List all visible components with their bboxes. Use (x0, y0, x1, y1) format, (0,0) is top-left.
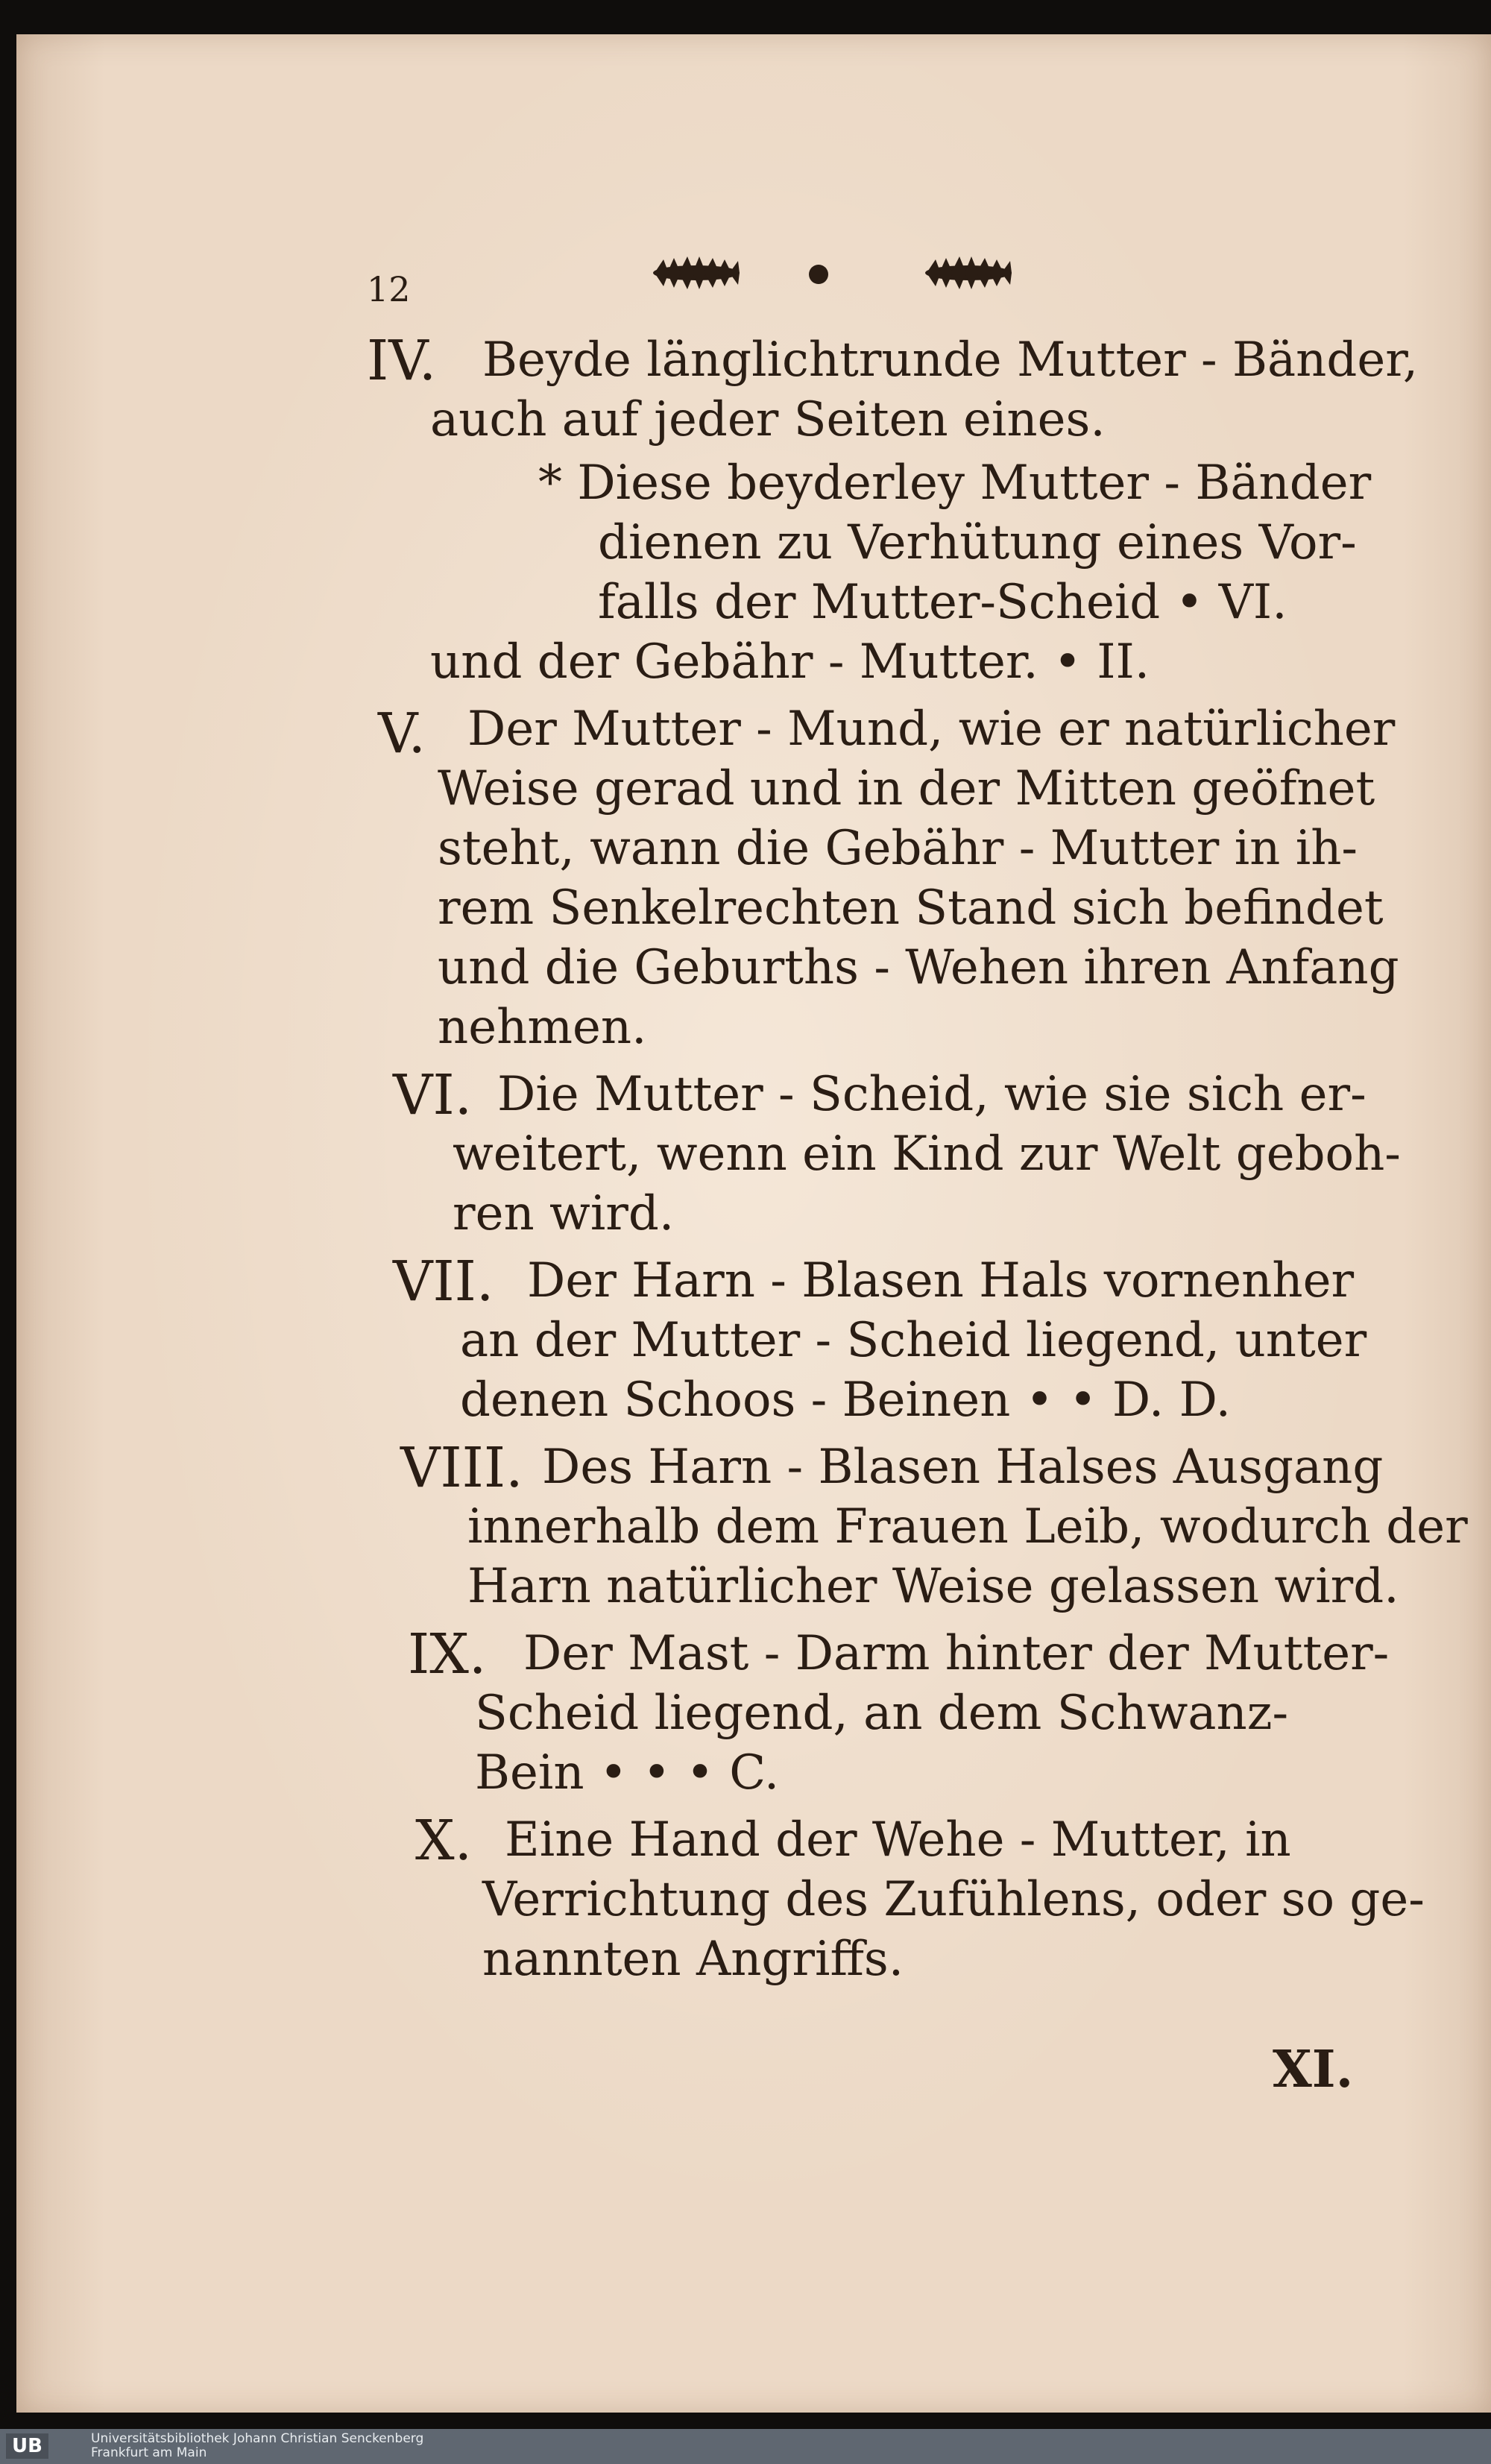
entry-line: Der Harn - Blasen Hals vornenher (527, 1253, 1355, 1308)
note-line: * Diese beyderley Mutter - Bänder (538, 456, 1372, 511)
entry-line: Beyde länglichtrunde Mutter - Bänder, (482, 333, 1419, 388)
center-dot-ornament-icon (805, 261, 832, 288)
entry-line: nehmen. (438, 1000, 647, 1055)
entry-line: Scheid liegend, an dem Schwanz- (475, 1686, 1289, 1741)
entry-line: auch auf jeder Seiten eines. (430, 392, 1106, 447)
entry-numeral: IV. (367, 329, 437, 393)
entry-line: und die Geburths - Wehen ihren Anfang (438, 940, 1399, 995)
entry-line: Die Mutter - Scheid, wie sie sich er- (497, 1067, 1367, 1122)
right-ornament-icon (922, 251, 1015, 295)
entry-numeral: V. (378, 702, 426, 766)
entry-line: Der Mast - Darm hinter der Mutter- (523, 1626, 1390, 1681)
entry-line: innerhalb dem Frauen Leib, wodurch der (467, 1499, 1468, 1554)
ub-logo: UB (6, 2433, 48, 2459)
note-line: dienen zu Verhütung eines Vor- (598, 515, 1357, 570)
entry-line: nannten Angriffs. (482, 1932, 904, 1987)
entry-numeral: X. (415, 1809, 473, 1873)
entry-line: ren wird. (453, 1186, 675, 1241)
footer-library-name: Universitätsbibliothek Johann Christian Senckenberg (91, 2431, 424, 2446)
entry-line: Weise gerad und in der Mitten geöfnet (438, 761, 1375, 816)
book-page (16, 34, 1491, 2413)
library-footer-bar (0, 2429, 1491, 2464)
entry-line: Harn natürlicher Weise gelassen wird. (467, 1559, 1399, 1614)
entry-line: Verrichtung des Zufühlens, oder so ge- (482, 1872, 1425, 1927)
entry-line: weitert, wenn ein Kind zur Welt geboh- (453, 1127, 1401, 1182)
entry-line: Der Mutter - Mund, wie er natürlicher (467, 702, 1396, 757)
entry-line: an der Mutter - Scheid liegend, unter (460, 1313, 1367, 1368)
entry-line: steht, wann die Gebähr - Mutter in ih- (438, 821, 1358, 876)
footer-library-city: Frankfurt am Main (91, 2445, 207, 2460)
entry-line: rem Senkelrechten Stand sich befindet (438, 880, 1384, 936)
page-number: 12 (367, 269, 411, 309)
entry-numeral: VI. (393, 1063, 473, 1127)
catchword: XI. (1273, 2040, 1354, 2099)
left-ornament-icon (650, 251, 743, 295)
note-line: falls der Mutter-Scheid • VI. (598, 575, 1287, 630)
note-line: und der Gebähr - Mutter. • II. (430, 634, 1150, 690)
entry-line: Des Harn - Blasen Halses Ausgang (542, 1440, 1384, 1495)
entry-line: Eine Hand der Wehe - Mutter, in (505, 1812, 1291, 1868)
entry-numeral: VII. (393, 1250, 494, 1314)
entry-line: denen Schoos - Beinen • • D. D. (460, 1373, 1231, 1428)
entry-line: Bein • • • C. (475, 1745, 780, 1800)
entry-numeral: IX. (408, 1622, 487, 1686)
entry-numeral: VIII. (400, 1436, 523, 1500)
